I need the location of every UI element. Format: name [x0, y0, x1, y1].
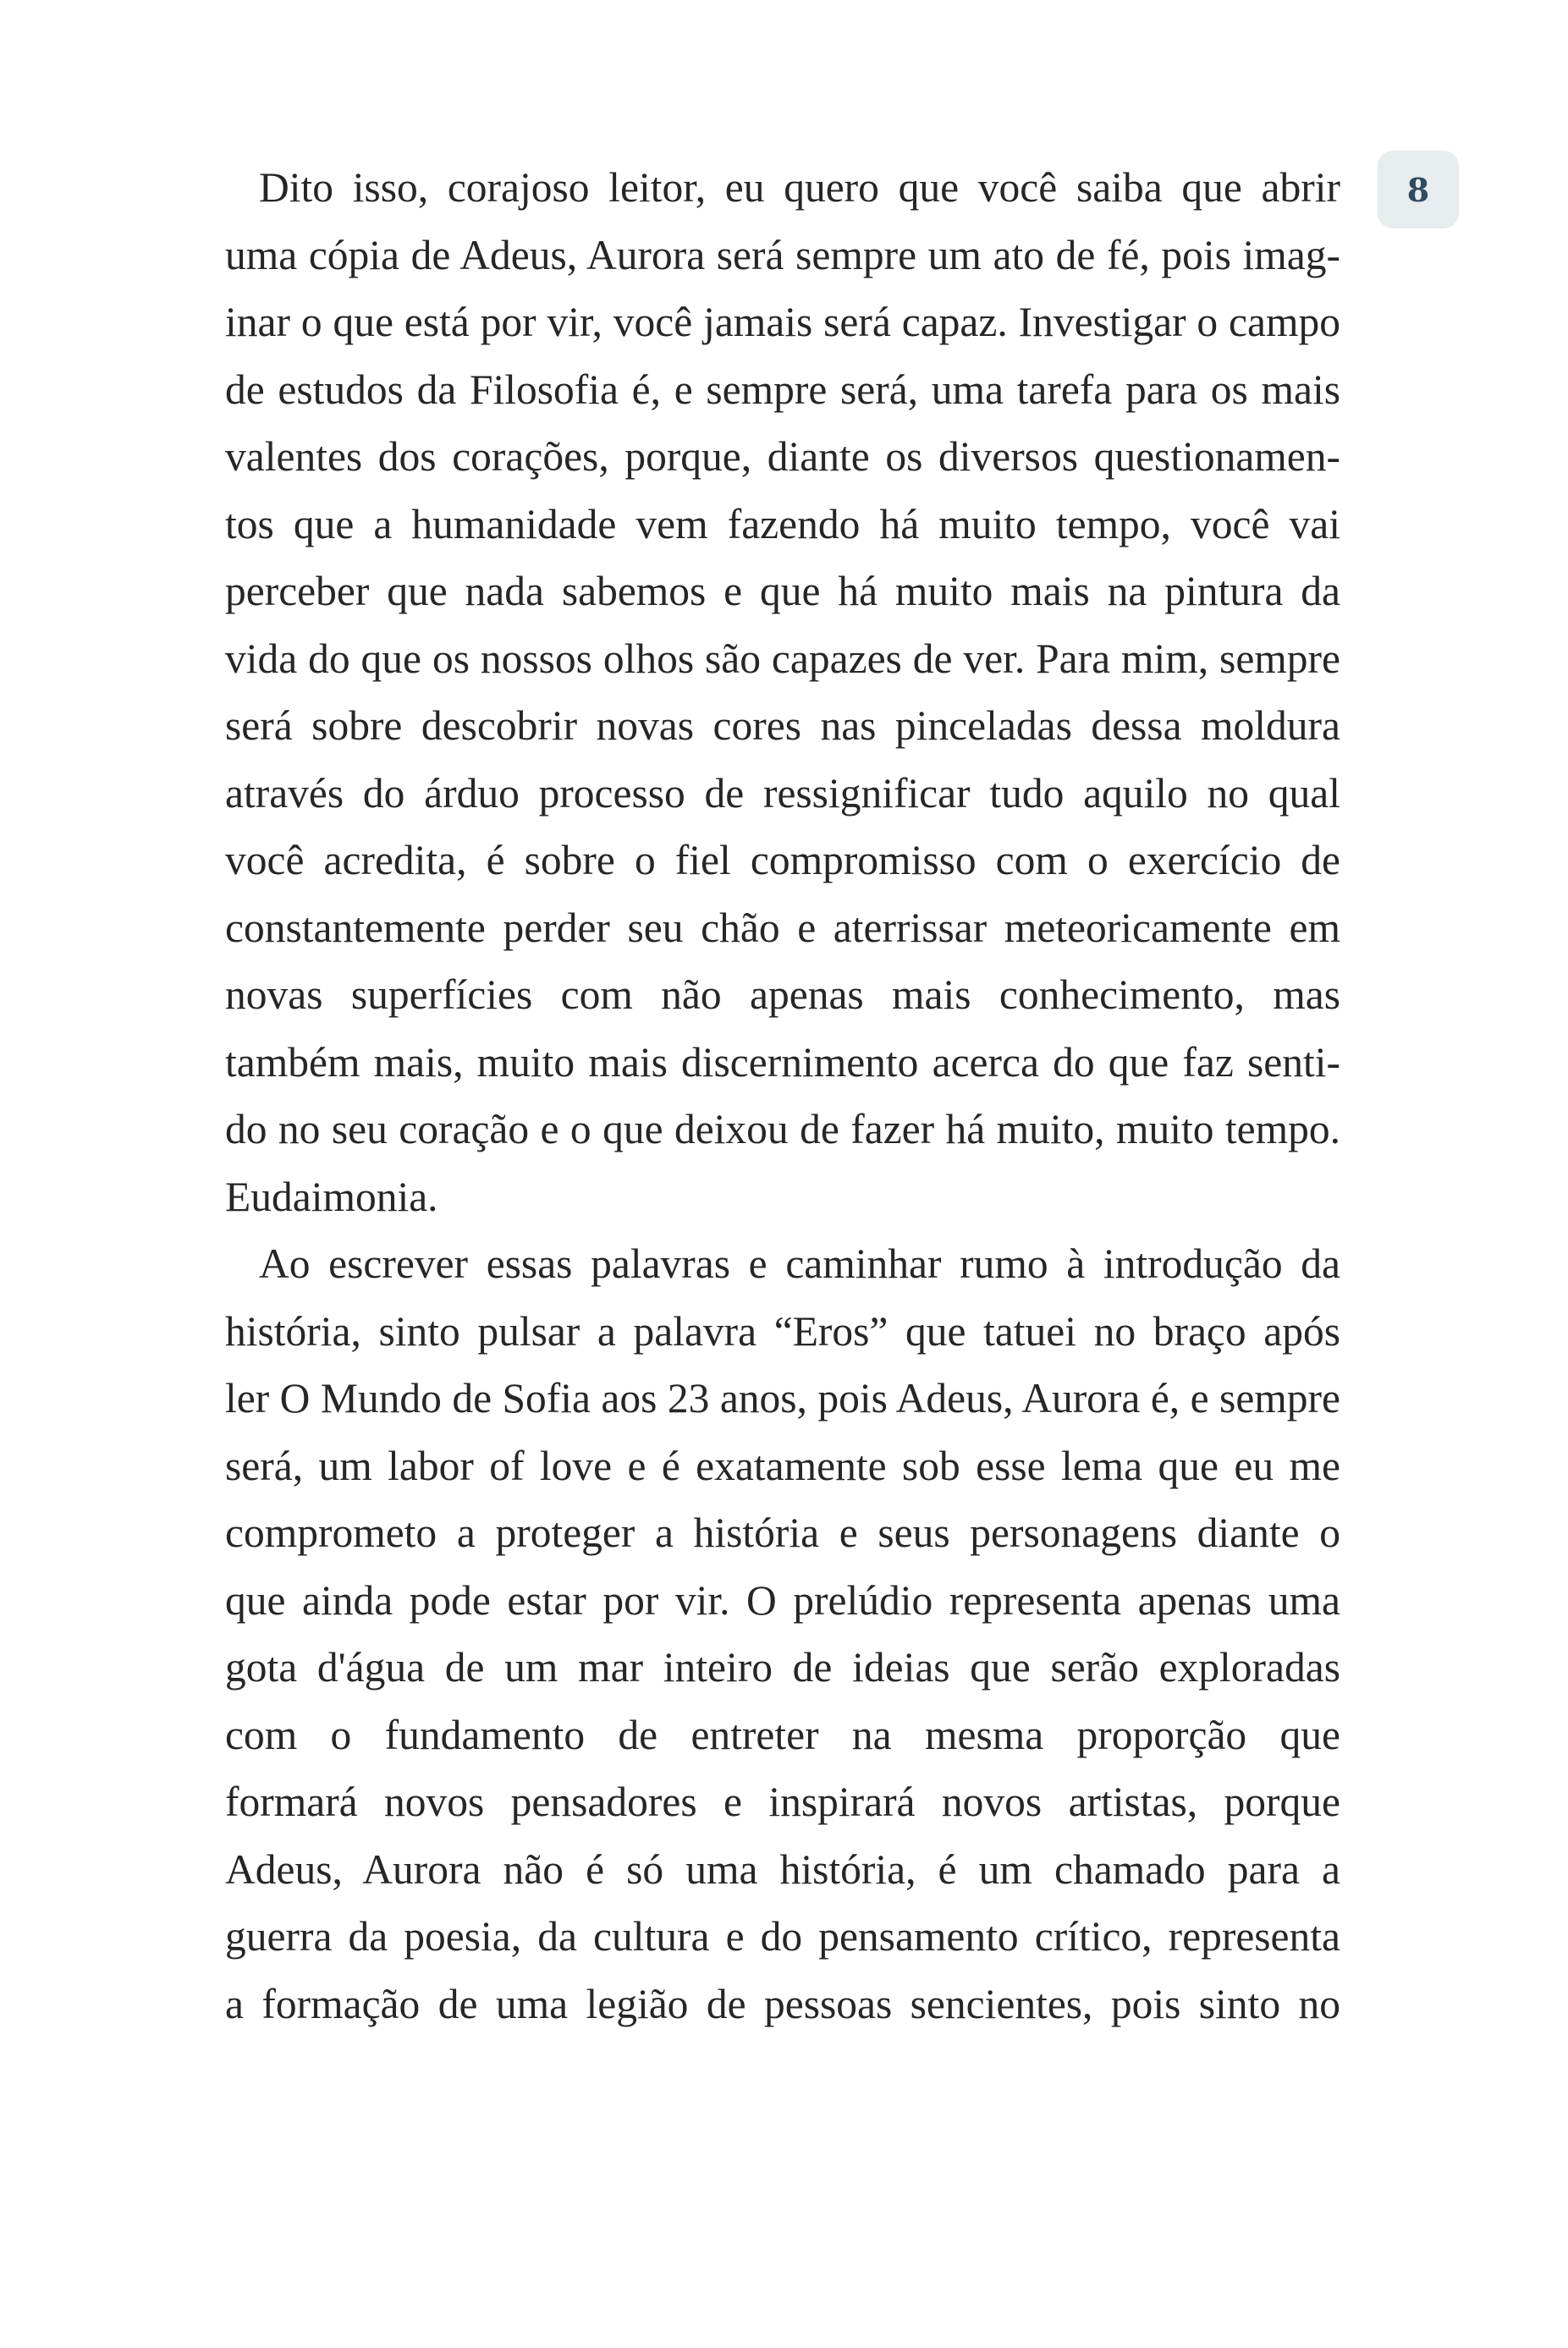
text-line: gota d'água de um mar inteiro de ideias que serão exploradas: [225, 1644, 1340, 1691]
page-number: 8: [1406, 170, 1430, 209]
text-line: história, sinto pulsar a palavra “Eros” que tatuei no braço após: [225, 1307, 1340, 1355]
text-line: será, um labor of love e é exatamente sob esse lema que eu me: [225, 1442, 1340, 1489]
text-line: do no seu coração e o que deixou de fazer há muito, muito tempo.: [225, 1106, 1340, 1152]
text-line: vida do que os nossos olhos são capazes de ver. Para mim, sempre: [225, 635, 1340, 682]
text-line: formará novos pensadores e inspirará novos artistas, porque: [225, 1779, 1340, 1825]
text-line: guerra da poesia, da cultura e do pensamento crítico, representa: [225, 1913, 1340, 1960]
text-line: será sobre descobrir novas cores nas pinceladas dessa moldura: [225, 702, 1340, 749]
text-line: Ao escrever essas palavras e caminhar rumo à introdução da: [259, 1240, 1340, 1287]
text-line: a formação de uma legião de pessoas sencientes, pois sinto no: [225, 1980, 1340, 2027]
text-line: comprometo a proteger a história e seus personagens diante o: [225, 1509, 1340, 1556]
text-line: tos que a humanidade vem fazendo há muito tempo, você vai: [225, 500, 1340, 547]
page-number-badge: [1378, 151, 1459, 228]
paragraph-1: [225, 154, 1340, 1230]
text-line: novas superfícies com não apenas mais conhecimento, mas: [225, 971, 1340, 1018]
body-text: [225, 154, 1340, 2037]
text-line: através do árduo processo de ressignificar tudo aquilo no qual: [225, 769, 1340, 817]
text-line: também mais, muito mais discernimento acerca do que faz senti-: [225, 1038, 1340, 1086]
text-line: Eudaimonia.: [225, 1173, 438, 1220]
text-line: inar o que está por vir, você jamais será capaz. Investigar o campo: [225, 299, 1340, 345]
text-line: você acredita, é sobre o fiel compromisso com o exercício de: [225, 837, 1340, 883]
text-line: perceber que nada sabemos e que há muito mais na pintura da: [225, 568, 1340, 614]
text-line: ler O Mundo de Sofia aos 23 anos, pois Adeus, Aurora é, e sempre: [225, 1375, 1340, 1421]
text-line: uma cópia de Adeus, Aurora será sempre um ato de fé, pois imag-: [225, 231, 1340, 278]
text-line: Adeus, Aurora não é só uma história, é um chamado para a: [225, 1845, 1340, 1893]
paragraph-2: [225, 1230, 1340, 2037]
text-line: Dito isso, corajoso leitor, eu quero que você saiba que abrir: [259, 164, 1340, 211]
text-line: com o fundamento de entreter na mesma proporção que: [225, 1711, 1340, 1758]
text-line: de estudos da Filosofia é, e sempre será, uma tarefa para os mais: [225, 366, 1340, 413]
text-line: que ainda pode estar por vir. O prelúdio representa apenas uma: [225, 1576, 1340, 1624]
text-line: valentes dos corações, porque, diante os diversos questionamen-: [225, 433, 1340, 480]
text-line: constantemente perder seu chão e aterrissar meteoricamente em: [225, 904, 1340, 951]
